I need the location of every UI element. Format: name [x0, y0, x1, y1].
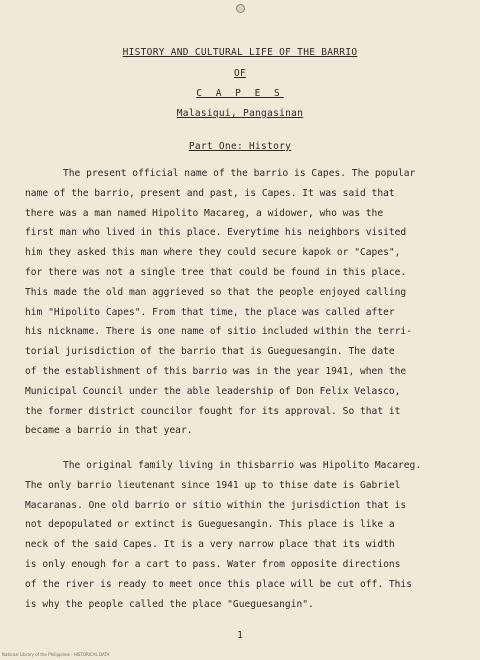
paragraph-line: became a barrio in that year.	[25, 425, 193, 437]
paragraph-line: him "Hipolito Capes". From that time, the place was called after	[25, 306, 395, 318]
paragraph-line: not depopulated or extinct is Gueguesangin. This place is like a	[25, 519, 395, 531]
punch-hole	[236, 4, 245, 13]
paragraph-line: for there was not a single tree that could be found in this place.	[25, 266, 407, 278]
paragraph-line: the former district councilor fought for its approval. So that it	[25, 405, 401, 417]
paragraph-line: The only barrio lieutenant since 1941 up to thise date is Gabriel	[25, 479, 401, 491]
paragraph-line: The present official name of the barrio is Capes. The popular	[63, 168, 416, 179]
document-title: HISTORY AND CULTURAL LIFE OF THE BARRIO	[122, 47, 358, 58]
paragraph-line: first man who lived in this place. Everytime his neighbors visited	[25, 227, 407, 239]
paragraph-line: of the river is ready to meet once this place will be cut off. This	[25, 578, 412, 590]
barrio-name: C A P E S	[196, 88, 284, 99]
paragraph-line: Macaranas. One old barrio or sitio within the jurisdiction that is	[25, 499, 407, 511]
paragraph-line: This made the old man aggrieved so that the people enjoyed calling	[25, 286, 407, 298]
paragraph-line: of the establishment of this barrio was in the year 1941, when the	[25, 365, 407, 377]
paragraph-line: him they asked this man where they could secure kapok or "Capes",	[25, 247, 401, 259]
paragraph-line: name of the barrio, present and past, is Capes. It was said that	[25, 187, 395, 199]
paragraph-line: neck of the said Capes. It is a very narrow place that its width	[25, 539, 395, 551]
archive-footer: National Library of the Philippines - HISTORICAL DATA	[2, 652, 110, 657]
location-subtitle: Malasiqui, Pangasinan	[176, 108, 304, 119]
paragraph-line: Municipal Council under the able leadership of Don Felix Velasco,	[25, 385, 401, 397]
paragraph-line: The original family living in thisbarrio was Hipolito Macareg.	[63, 460, 422, 471]
page-number: 1	[236, 630, 244, 641]
paragraph-line: his nickname. There is one name of sitio included within the terri-	[25, 326, 412, 338]
paragraph-line: is why the people called the place "Gueguesangin".	[25, 598, 314, 610]
paragraph-line: is only enough for a cart to pass. Water from opposite directions	[25, 558, 401, 570]
paragraph-line: there was a man named Hipolito Macareg, a widower, who was the	[25, 207, 384, 219]
paragraph-line: torial jurisdiction of the barrio that is Gueguesangin. The date	[25, 346, 395, 358]
section-heading: Part One: History	[188, 141, 292, 152]
title-of: OF	[233, 68, 247, 79]
paragraph-1	[25, 164, 465, 441]
paragraph-2	[25, 456, 465, 614]
